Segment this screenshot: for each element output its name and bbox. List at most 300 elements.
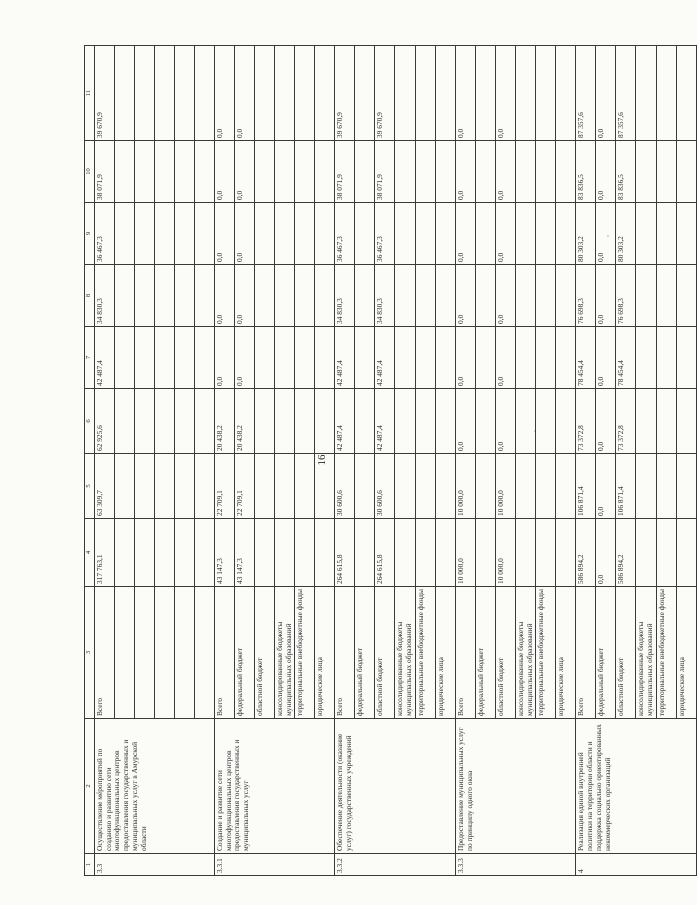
- amount-cell: 73 372,8: [576, 389, 596, 454]
- amount-cell: 10 000,0: [455, 519, 475, 587]
- funding-source-cell: [195, 587, 215, 719]
- amount-cell: [656, 46, 676, 141]
- amount-cell: [135, 141, 155, 203]
- amount-cell: [355, 46, 375, 141]
- amount-cell: [515, 46, 535, 141]
- amount-cell: 0,0: [596, 46, 616, 141]
- amount-cell: 0,0: [215, 46, 235, 141]
- amount-cell: [676, 327, 696, 389]
- amount-cell: [395, 519, 415, 587]
- amount-cell: [636, 141, 656, 203]
- amount-cell: [175, 203, 195, 265]
- funding-source-cell: федеральный бюджет: [235, 587, 255, 719]
- column-header-row: [85, 46, 95, 876]
- amount-cell: [275, 46, 295, 141]
- amount-cell: [295, 265, 315, 327]
- amount-cell: [195, 46, 215, 141]
- amount-cell: [195, 454, 215, 519]
- amount-cell: [536, 327, 556, 389]
- amount-cell: [636, 203, 656, 265]
- amount-cell: [415, 265, 435, 327]
- amount-cell: [676, 46, 696, 141]
- funding-source-cell: [175, 587, 195, 719]
- amount-cell: 76 698,3: [616, 265, 636, 327]
- amount-cell: [175, 265, 195, 327]
- section-name-cell: Осуществление мероприятий по созданию и развитию сети многофункциональных центров предоставления государственных и муниципальных услуг в Амурской области: [95, 719, 215, 854]
- column-header-cell: 9: [85, 203, 95, 265]
- amount-cell: [395, 141, 415, 203]
- amount-cell: [676, 203, 696, 265]
- amount-cell: 20 438,2: [215, 389, 235, 454]
- amount-cell: 0,0: [596, 203, 616, 265]
- amount-cell: [435, 389, 455, 454]
- amount-cell: 83 836,5: [576, 141, 596, 203]
- amount-cell: 76 698,3: [576, 265, 596, 327]
- amount-cell: 106 871,4: [576, 454, 596, 519]
- amount-cell: [515, 389, 535, 454]
- amount-cell: [255, 265, 275, 327]
- amount-cell: [636, 519, 656, 587]
- amount-cell: [656, 141, 676, 203]
- amount-cell: 83 836,5: [616, 141, 636, 203]
- amount-cell: 586 894,2: [616, 519, 636, 587]
- section-code-cell: 3.3.1: [215, 854, 335, 876]
- amount-cell: 586 894,2: [576, 519, 596, 587]
- amount-cell: [475, 141, 495, 203]
- amount-cell: [295, 519, 315, 587]
- amount-cell: [415, 389, 435, 454]
- amount-cell: [175, 454, 195, 519]
- amount-cell: 63 309,7: [95, 454, 115, 519]
- funding-source-cell: областной бюджет: [255, 587, 275, 719]
- amount-cell: [676, 454, 696, 519]
- amount-cell: [536, 519, 556, 587]
- amount-cell: [676, 389, 696, 454]
- amount-cell: [636, 327, 656, 389]
- amount-cell: [355, 389, 375, 454]
- amount-cell: [155, 46, 175, 141]
- amount-cell: [415, 454, 435, 519]
- table-row: [455, 46, 475, 876]
- amount-cell: [315, 454, 335, 519]
- amount-cell: [315, 265, 335, 327]
- amount-cell: [195, 519, 215, 587]
- amount-cell: [135, 519, 155, 587]
- amount-cell: [135, 265, 155, 327]
- amount-cell: [115, 265, 135, 327]
- amount-cell: 0,0: [235, 141, 255, 203]
- funding-source-cell: областной бюджет: [375, 587, 395, 719]
- section-code-cell: 3.3.3: [455, 854, 575, 876]
- amount-cell: [295, 141, 315, 203]
- amount-cell: 87 357,6: [616, 46, 636, 141]
- amount-cell: 0,0: [596, 454, 616, 519]
- amount-cell: [656, 519, 676, 587]
- funding-source-cell: [155, 587, 175, 719]
- amount-cell: [155, 203, 175, 265]
- amount-cell: [255, 327, 275, 389]
- amount-cell: 0,0: [455, 141, 475, 203]
- amount-cell: [315, 519, 335, 587]
- amount-cell: [395, 203, 415, 265]
- amount-cell: [636, 265, 656, 327]
- amount-cell: [195, 265, 215, 327]
- amount-cell: [195, 141, 215, 203]
- amount-cell: 10 000,0: [495, 454, 515, 519]
- amount-cell: 42 487,4: [335, 327, 355, 389]
- funding-source-cell: Всего: [455, 587, 475, 719]
- amount-cell: [175, 46, 195, 141]
- amount-cell: 87 357,6: [576, 46, 596, 141]
- amount-cell: [435, 46, 455, 141]
- amount-cell: [395, 454, 415, 519]
- amount-cell: [536, 265, 556, 327]
- amount-cell: [355, 454, 375, 519]
- funding-source-cell: консолидированные бюджеты муниципальных образований: [395, 587, 415, 719]
- amount-cell: 42 487,4: [95, 327, 115, 389]
- amount-cell: 0,0: [215, 265, 235, 327]
- funding-source-cell: федеральный бюджет: [596, 587, 616, 719]
- amount-cell: 78 454,4: [576, 327, 596, 389]
- funding-source-cell: юридические лица: [556, 587, 576, 719]
- amount-cell: [515, 454, 535, 519]
- amount-cell: [435, 454, 455, 519]
- amount-cell: [155, 519, 175, 587]
- funding-source-cell: областной бюджет: [495, 587, 515, 719]
- amount-cell: [636, 454, 656, 519]
- funding-source-cell: [115, 587, 135, 719]
- amount-cell: [155, 141, 175, 203]
- amount-cell: [475, 389, 495, 454]
- funding-source-cell: федеральный бюджет: [475, 587, 495, 719]
- amount-cell: 20 438,2: [235, 389, 255, 454]
- amount-cell: 73 372,8: [616, 389, 636, 454]
- amount-cell: [355, 327, 375, 389]
- amount-cell: [636, 46, 656, 141]
- amount-cell: 0,0: [215, 141, 235, 203]
- amount-cell: 0,0: [235, 265, 255, 327]
- amount-cell: [255, 141, 275, 203]
- amount-cell: [155, 454, 175, 519]
- amount-cell: [315, 327, 335, 389]
- amount-cell: [676, 519, 696, 587]
- amount-cell: [475, 203, 495, 265]
- amount-cell: [475, 46, 495, 141]
- funding-source-cell: федеральный бюджет: [355, 587, 375, 719]
- amount-cell: [315, 46, 335, 141]
- amount-cell: [395, 327, 415, 389]
- column-header-cell: 11: [85, 46, 95, 141]
- amount-cell: [435, 519, 455, 587]
- amount-cell: [676, 265, 696, 327]
- amount-cell: 42 487,4: [335, 389, 355, 454]
- funding-source-cell: Всего: [215, 587, 235, 719]
- amount-cell: [556, 454, 576, 519]
- amount-cell: [475, 454, 495, 519]
- amount-cell: [115, 46, 135, 141]
- amount-cell: 36 467,3: [95, 203, 115, 265]
- amount-cell: 0,0: [596, 519, 616, 587]
- column-header-cell: 3: [85, 587, 95, 719]
- amount-cell: [415, 203, 435, 265]
- section-code-cell: 3.3: [95, 854, 215, 876]
- amount-cell: [656, 454, 676, 519]
- amount-cell: 30 600,6: [375, 454, 395, 519]
- table-row: [576, 46, 596, 876]
- amount-cell: [656, 389, 676, 454]
- amount-cell: 0,0: [596, 389, 616, 454]
- amount-cell: 0,0: [495, 46, 515, 141]
- amount-cell: [255, 519, 275, 587]
- amount-cell: 0,0: [455, 46, 475, 141]
- amount-cell: [115, 389, 135, 454]
- amount-cell: [656, 327, 676, 389]
- amount-cell: [355, 265, 375, 327]
- funding-source-cell: консолидированные бюджеты муниципальных образований: [636, 587, 656, 719]
- amount-cell: 10 000,0: [495, 519, 515, 587]
- amount-cell: [295, 389, 315, 454]
- section-name-cell: Обеспечение деятельности (оказание услуг) государственных учреждений: [335, 719, 455, 854]
- amount-cell: 80 303,2: [616, 203, 636, 265]
- funding-source-cell: консолидированные бюджеты муниципальных образований: [275, 587, 295, 719]
- amount-cell: [175, 519, 195, 587]
- table-row: [335, 46, 355, 876]
- amount-cell: 39 670,9: [335, 46, 355, 141]
- amount-cell: [115, 454, 135, 519]
- rotated-sheet: [84, 46, 686, 876]
- amount-cell: [115, 327, 135, 389]
- section-name-cell: Реализация единой внутренней политики на территории области и поддержка социально ориентированных некоммерческих организаций: [576, 719, 696, 854]
- page-number: 16: [316, 454, 328, 466]
- column-header-cell: 7: [85, 327, 95, 389]
- amount-cell: [435, 327, 455, 389]
- amount-cell: 42 487,4: [375, 327, 395, 389]
- amount-cell: [175, 141, 195, 203]
- amount-cell: 78 454,4: [616, 327, 636, 389]
- amount-cell: [536, 203, 556, 265]
- amount-cell: 22 709,1: [235, 454, 255, 519]
- amount-cell: [415, 46, 435, 141]
- amount-cell: [315, 203, 335, 265]
- amount-cell: [556, 203, 576, 265]
- amount-cell: [536, 141, 556, 203]
- amount-cell: [415, 519, 435, 587]
- amount-cell: [435, 265, 455, 327]
- amount-cell: 39 670,9: [95, 46, 115, 141]
- amount-cell: 34 830,3: [95, 265, 115, 327]
- amount-cell: [415, 141, 435, 203]
- amount-cell: 0,0: [495, 141, 515, 203]
- amount-cell: [515, 203, 535, 265]
- amount-cell: [255, 46, 275, 141]
- funding-source-cell: юридические лица: [315, 587, 335, 719]
- amount-cell: 34 830,3: [335, 265, 355, 327]
- amount-cell: [355, 519, 375, 587]
- amount-cell: [435, 203, 455, 265]
- amount-cell: 10 000,0: [455, 454, 475, 519]
- amount-cell: 42 487,4: [375, 389, 395, 454]
- amount-cell: [515, 141, 535, 203]
- amount-cell: 0,0: [495, 327, 515, 389]
- amount-cell: 80 303,2: [576, 203, 596, 265]
- amount-cell: [275, 519, 295, 587]
- amount-cell: [275, 454, 295, 519]
- funding-source-cell: территориальные внебюджетные фонды: [295, 587, 315, 719]
- amount-cell: [515, 265, 535, 327]
- amount-cell: 264 615,8: [335, 519, 355, 587]
- funding-source-cell: Всего: [95, 587, 115, 719]
- amount-cell: [636, 389, 656, 454]
- amount-cell: [315, 389, 335, 454]
- amount-cell: [556, 327, 576, 389]
- amount-cell: [275, 265, 295, 327]
- column-header-cell: 10: [85, 141, 95, 203]
- funding-source-cell: областной бюджет: [616, 587, 636, 719]
- amount-cell: [556, 141, 576, 203]
- amount-cell: [395, 46, 415, 141]
- amount-cell: 0,0: [235, 46, 255, 141]
- amount-cell: 106 871,4: [616, 454, 636, 519]
- column-header-cell: 4: [85, 519, 95, 587]
- funding-source-cell: [135, 587, 155, 719]
- amount-cell: 43 147,3: [215, 519, 235, 587]
- amount-cell: 0,0: [455, 203, 475, 265]
- amount-cell: 38 071,9: [95, 141, 115, 203]
- amount-cell: [355, 141, 375, 203]
- amount-cell: [275, 141, 295, 203]
- amount-cell: [275, 327, 295, 389]
- amount-cell: [195, 203, 215, 265]
- amount-cell: [556, 265, 576, 327]
- amount-cell: [536, 454, 556, 519]
- amount-cell: [115, 141, 135, 203]
- amount-cell: 0,0: [495, 389, 515, 454]
- amount-cell: [556, 46, 576, 141]
- amount-cell: [255, 203, 275, 265]
- funding-source-cell: консолидированные бюджеты муниципальных образований: [515, 587, 535, 719]
- amount-cell: 0,0: [596, 327, 616, 389]
- amount-cell: [556, 519, 576, 587]
- amount-cell: [175, 327, 195, 389]
- amount-cell: 0,0: [215, 327, 235, 389]
- amount-cell: [395, 389, 415, 454]
- amount-cell: 36 467,3: [335, 203, 355, 265]
- amount-cell: [275, 203, 295, 265]
- amount-cell: [355, 203, 375, 265]
- section-name-cell: Предоставление муниципальных услуг по принципу одного окна: [455, 719, 575, 854]
- amount-cell: [515, 327, 535, 389]
- funding-source-cell: территориальные внебюджетные фонды: [536, 587, 556, 719]
- amount-cell: 62 925,6: [95, 389, 115, 454]
- budget-table: [84, 45, 697, 876]
- column-header-cell: 8: [85, 265, 95, 327]
- section-code-cell: 3.3.2: [335, 854, 455, 876]
- table-row: [215, 46, 235, 876]
- amount-cell: [195, 327, 215, 389]
- amount-cell: [656, 203, 676, 265]
- funding-source-cell: территориальные внебюджетные фонды: [415, 587, 435, 719]
- amount-cell: [515, 519, 535, 587]
- amount-cell: [475, 265, 495, 327]
- amount-cell: [155, 327, 175, 389]
- amount-cell: 0,0: [235, 327, 255, 389]
- amount-cell: 0,0: [455, 389, 475, 454]
- amount-cell: 0,0: [215, 203, 235, 265]
- amount-cell: 0,0: [495, 265, 515, 327]
- amount-cell: [295, 327, 315, 389]
- amount-cell: [556, 389, 576, 454]
- amount-cell: [536, 389, 556, 454]
- column-header-cell: 6: [85, 389, 95, 454]
- amount-cell: [395, 265, 415, 327]
- amount-cell: 39 670,9: [375, 46, 395, 141]
- amount-cell: [255, 389, 275, 454]
- amount-cell: [295, 203, 315, 265]
- amount-cell: 38 071,9: [375, 141, 395, 203]
- section-code-cell: 4: [576, 854, 696, 876]
- amount-cell: 36 467,3: [375, 203, 395, 265]
- funding-source-cell: юридические лица: [676, 587, 696, 719]
- amount-cell: [295, 46, 315, 141]
- amount-cell: 0,0: [596, 141, 616, 203]
- amount-cell: 0,0: [235, 203, 255, 265]
- amount-cell: 0,0: [455, 327, 475, 389]
- amount-cell: [155, 389, 175, 454]
- amount-cell: [536, 46, 556, 141]
- amount-cell: [656, 265, 676, 327]
- amount-cell: 43 147,3: [235, 519, 255, 587]
- amount-cell: [275, 389, 295, 454]
- table-row: [95, 46, 115, 876]
- amount-cell: 264 615,8: [375, 519, 395, 587]
- amount-cell: [676, 141, 696, 203]
- amount-cell: [195, 389, 215, 454]
- amount-cell: [175, 389, 195, 454]
- amount-cell: 30 600,6: [335, 454, 355, 519]
- amount-cell: 0,0: [596, 265, 616, 327]
- funding-source-cell: Всего: [335, 587, 355, 719]
- amount-cell: [255, 454, 275, 519]
- amount-cell: [415, 327, 435, 389]
- column-header-cell: 1: [85, 854, 95, 876]
- amount-cell: 317 763,1: [95, 519, 115, 587]
- amount-cell: [315, 141, 335, 203]
- amount-cell: [475, 327, 495, 389]
- amount-cell: 22 709,1: [215, 454, 235, 519]
- amount-cell: [135, 327, 155, 389]
- amount-cell: 0,0: [455, 265, 475, 327]
- funding-source-cell: юридические лица: [435, 587, 455, 719]
- amount-cell: [435, 141, 455, 203]
- amount-cell: [115, 519, 135, 587]
- funding-source-cell: территориальные внебюджетные фонды: [656, 587, 676, 719]
- amount-cell: [135, 454, 155, 519]
- amount-cell: 34 830,3: [375, 265, 395, 327]
- amount-cell: [135, 389, 155, 454]
- amount-cell: 0,0: [495, 203, 515, 265]
- amount-cell: [115, 203, 135, 265]
- amount-cell: [295, 454, 315, 519]
- amount-cell: [155, 265, 175, 327]
- amount-cell: 38 071,9: [335, 141, 355, 203]
- section-name-cell: Создание и развитие сети многофункциональных центров предоставления государственных и муниципальных услуг: [215, 719, 335, 854]
- amount-cell: [135, 46, 155, 141]
- funding-source-cell: Всего: [576, 587, 596, 719]
- amount-cell: [475, 519, 495, 587]
- amount-cell: [135, 203, 155, 265]
- column-header-cell: 2: [85, 719, 95, 854]
- column-header-cell: 5: [85, 454, 95, 519]
